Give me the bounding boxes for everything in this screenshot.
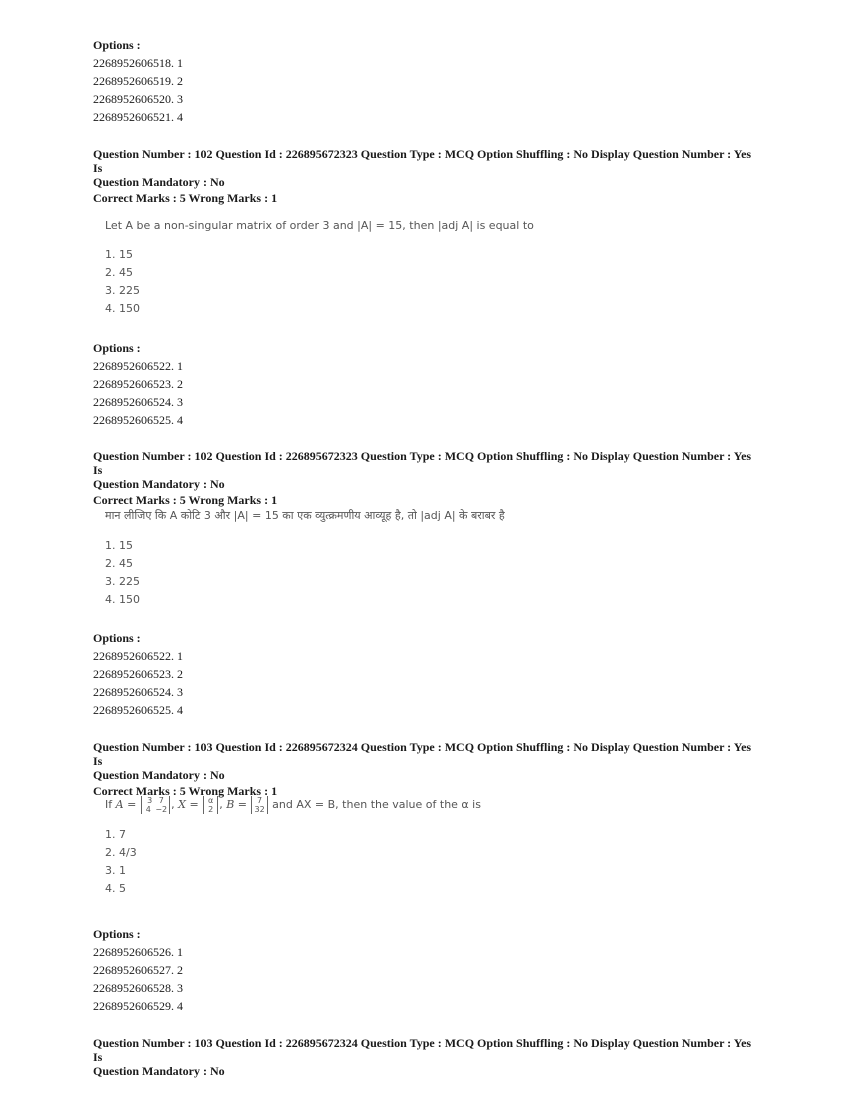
option-id: 2268952606525. 4 — [93, 413, 183, 427]
matrix-a — [141, 796, 170, 814]
question-prefix: If — [105, 798, 113, 811]
option-id: 2268952606525. 4 — [93, 703, 183, 717]
meta-line: Question Number : 102 Question Id : 226895672323 Question Type : MCQ Option Shuffling : No Display Question Number : Yes Is — [93, 449, 752, 477]
options-block-1 — [93, 36, 773, 126]
matrix-x — [203, 796, 218, 814]
marks-line: Correct Marks : 5 Wrong Marks : 1 — [93, 493, 278, 507]
answer-choice: 2. 45 — [105, 557, 133, 570]
question-body-102-hi — [105, 508, 505, 609]
matrix-cell: 2 — [208, 805, 214, 814]
meta-line: Question Mandatory : No — [93, 768, 225, 782]
meta-line: Question Mandatory : No — [93, 175, 225, 189]
option-id: 2268952606521. 4 — [93, 110, 183, 124]
options-block-102-en — [93, 339, 773, 429]
marks-line: Correct Marks : 5 Wrong Marks : 1 — [93, 784, 278, 798]
question-meta-103-en — [93, 740, 763, 798]
matrix-cell: 7 — [158, 796, 164, 805]
marks-line: Correct Marks : 5 Wrong Marks : 1 — [93, 191, 278, 205]
question-text: मान लीजिए कि A कोटि 3 और |A| = 15 का एक व्युत्क्रमणीय आव्यूह है, तो |adj A| के बराबर है — [105, 509, 505, 522]
option-id: 2268952606522. 1 — [93, 649, 183, 663]
matrix-cell: 32 — [254, 805, 265, 814]
option-id: 2268952606523. 2 — [93, 377, 183, 391]
question-text: Let A be a non-singular matrix of order 3 and |A| = 15, then |adj A| is equal to — [105, 219, 534, 232]
meta-line: Question Number : 103 Question Id : 226895672324 Question Type : MCQ Option Shuffling : No Display Question Number : Yes Is — [93, 1036, 752, 1064]
options-title: Options : — [93, 927, 141, 941]
options-block-102-hi — [93, 629, 773, 719]
answer-choice: 2. 4/3 — [105, 846, 137, 859]
question-meta-103-next — [93, 1036, 763, 1078]
options-title: Options : — [93, 38, 141, 52]
matrix-cell: α — [208, 796, 214, 805]
answer-choice: 4. 5 — [105, 882, 126, 895]
options-block-103-en — [93, 925, 773, 1015]
meta-line: Question Mandatory : No — [93, 477, 225, 491]
answer-choice: 2. 45 — [105, 266, 133, 279]
options-title: Options : — [93, 631, 141, 645]
meta-line: Question Number : 102 Question Id : 226895672323 Question Type : MCQ Option Shuffling : No Display Question Number : Yes Is — [93, 147, 752, 175]
answer-choice: 3. 225 — [105, 284, 140, 297]
option-id: 2268952606518. 1 — [93, 56, 183, 70]
option-id: 2268952606529. 4 — [93, 999, 183, 1013]
question-text: If A = 3 7 4 −2 , X = α 2 , B = 7 32 and AX = B, then the value of the α is — [105, 796, 481, 814]
question-body-103-en — [105, 796, 481, 898]
answer-choice: 1. 15 — [105, 248, 133, 261]
option-id: 2268952606528. 3 — [93, 981, 183, 995]
question-body-102-en — [105, 219, 534, 318]
option-id: 2268952606523. 2 — [93, 667, 183, 681]
question-meta-102-en — [93, 147, 763, 205]
answer-choice: 4. 150 — [105, 593, 140, 606]
option-id: 2268952606520. 3 — [93, 92, 183, 106]
option-id: 2268952606526. 1 — [93, 945, 183, 959]
option-id: 2268952606522. 1 — [93, 359, 183, 373]
answer-choice: 1. 15 — [105, 539, 133, 552]
answer-choice: 4. 150 — [105, 302, 140, 315]
matrix-x-label: X = — [178, 798, 199, 811]
matrix-a-label: A = — [115, 798, 137, 811]
answer-choice: 3. 225 — [105, 575, 140, 588]
option-id: 2268952606524. 3 — [93, 685, 183, 699]
options-title: Options : — [93, 341, 141, 355]
answer-choice: 3. 1 — [105, 864, 126, 877]
matrix-cell: 4 — [145, 805, 151, 814]
meta-line: Question Number : 103 Question Id : 226895672324 Question Type : MCQ Option Shuffling : No Display Question Number : Yes Is — [93, 740, 752, 768]
question-meta-102-hi — [93, 449, 763, 507]
meta-line: Question Mandatory : No — [93, 1064, 225, 1078]
matrix-cell: 7 — [257, 796, 263, 805]
option-id: 2268952606527. 2 — [93, 963, 183, 977]
matrix-b-label: B = — [226, 798, 247, 811]
matrix-cell: −2 — [155, 805, 168, 814]
option-id: 2268952606524. 3 — [93, 395, 183, 409]
question-suffix: and AX = B, then the value of the α is — [272, 798, 481, 811]
matrix-b — [251, 796, 267, 814]
answer-choice: 1. 7 — [105, 828, 126, 841]
matrix-cell: 3 — [147, 796, 153, 805]
option-id: 2268952606519. 2 — [93, 74, 183, 88]
